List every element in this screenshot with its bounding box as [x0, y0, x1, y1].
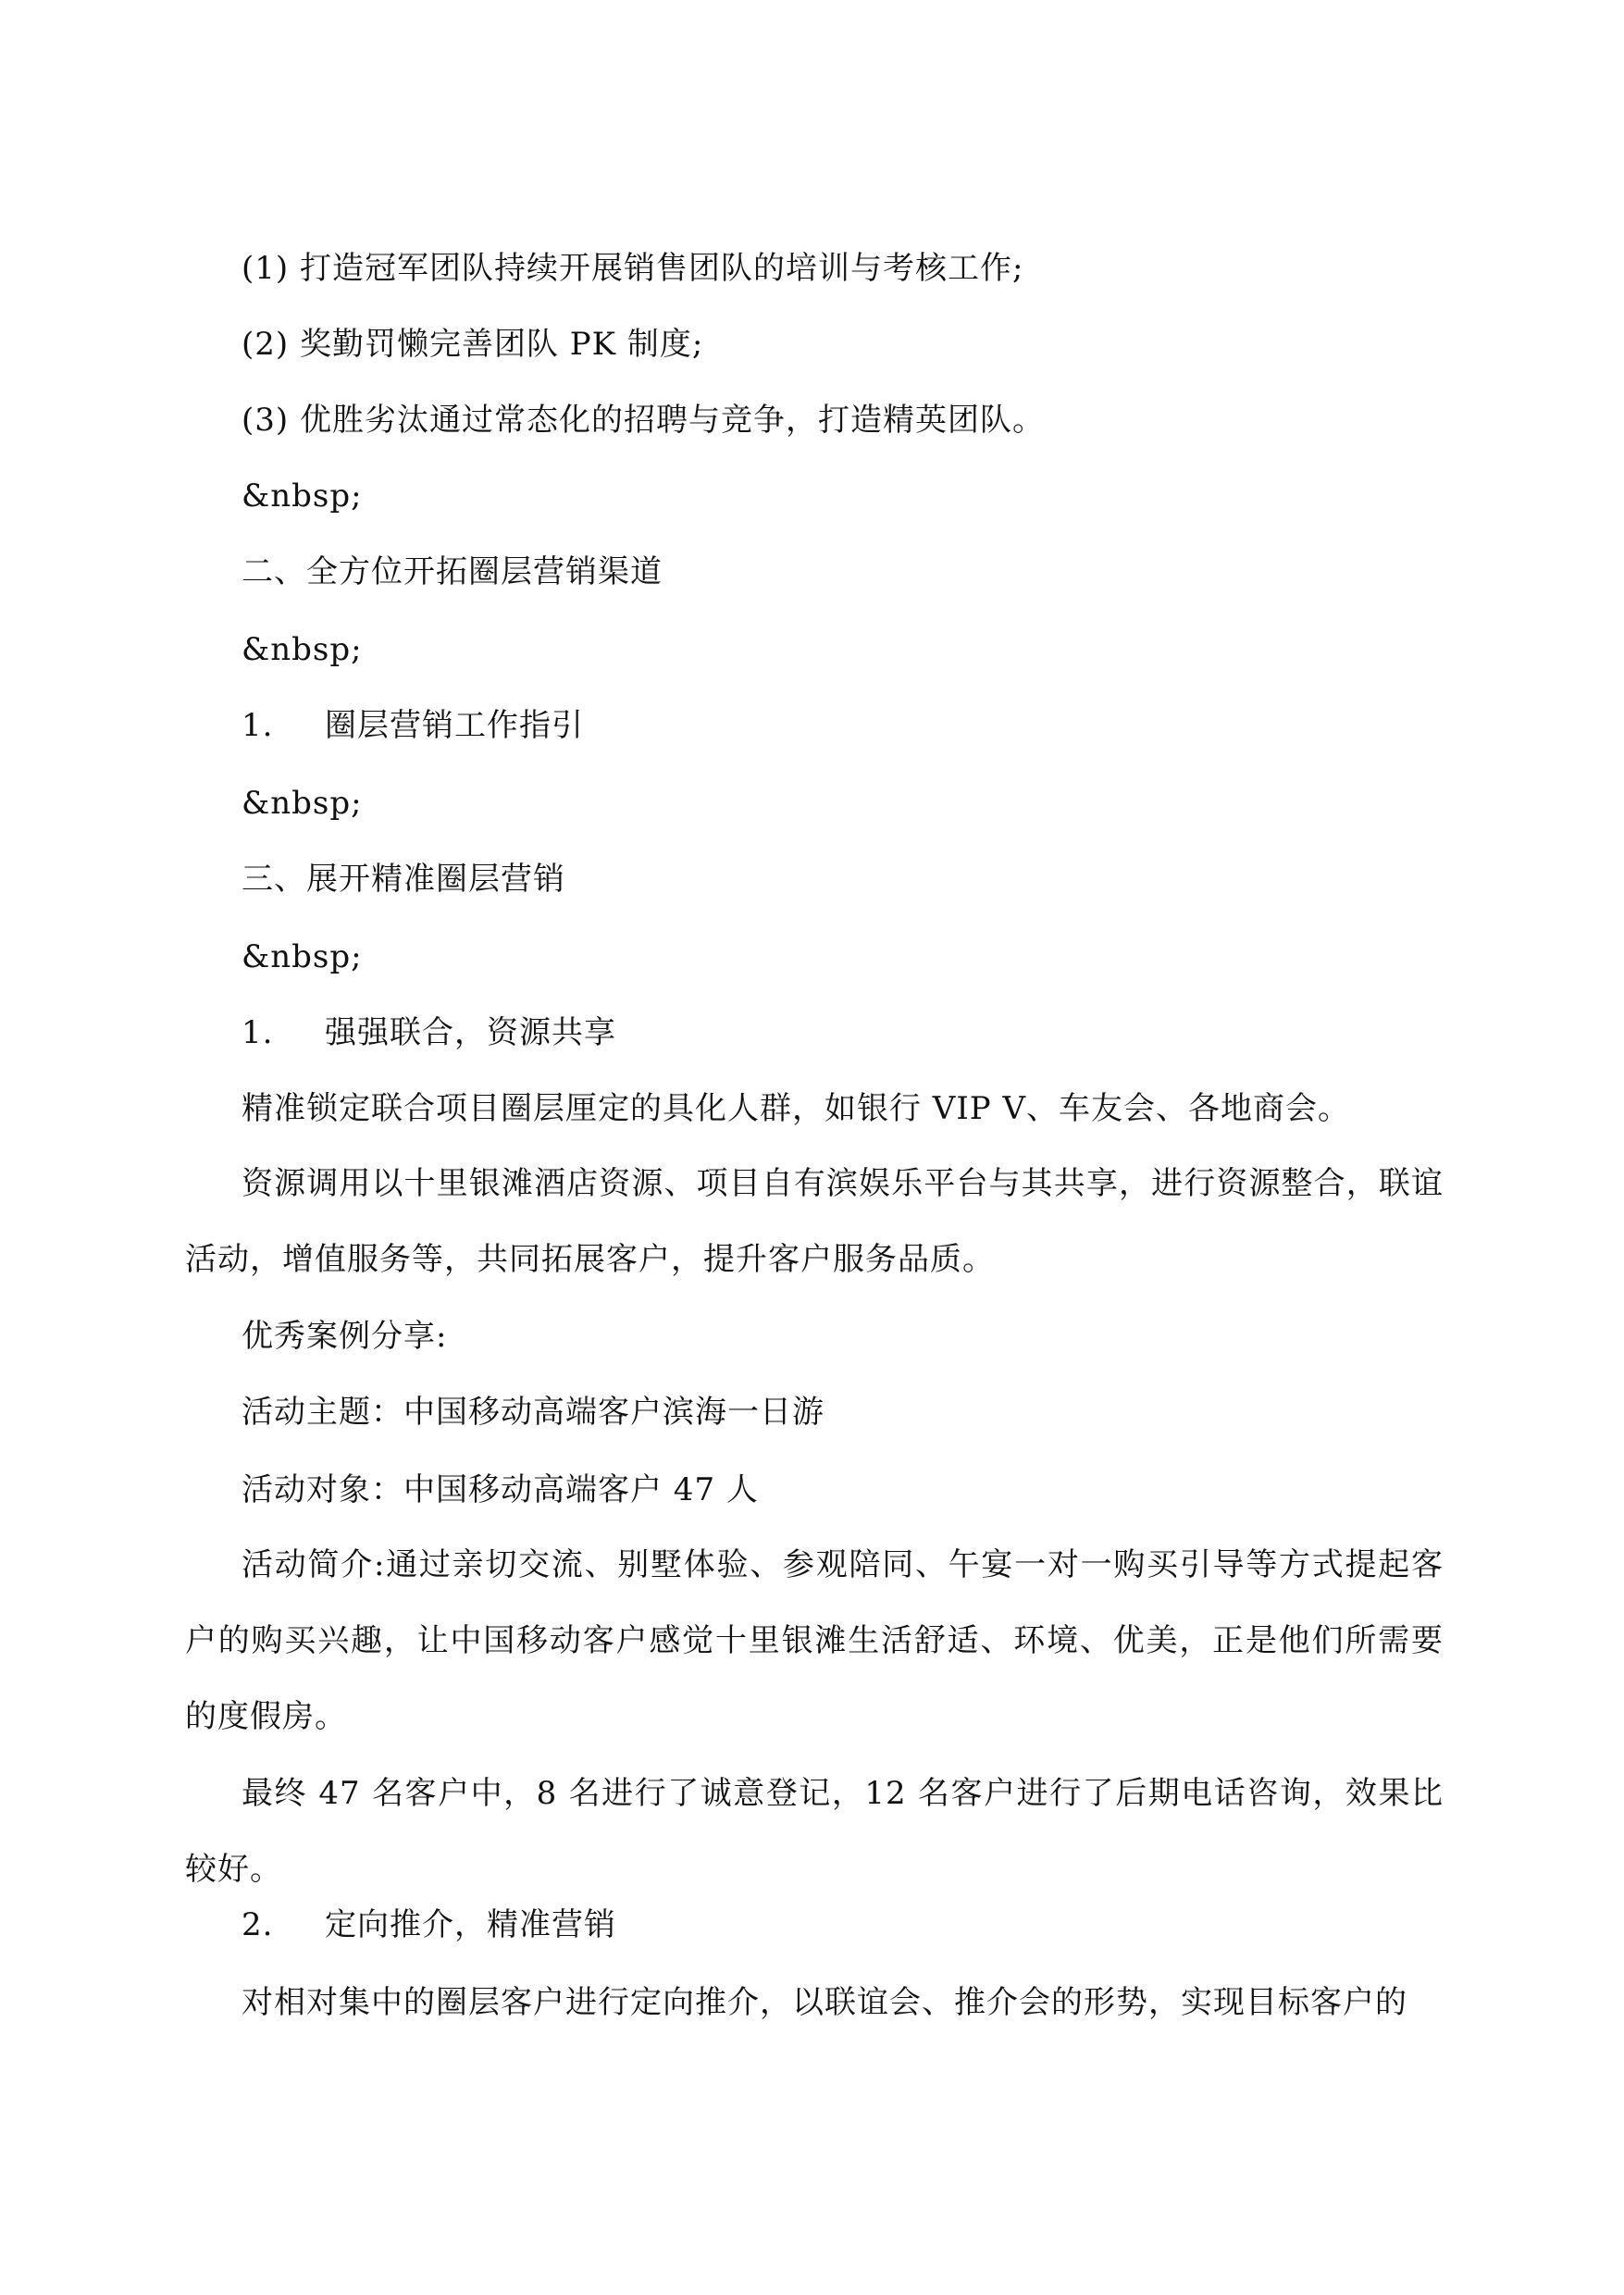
- section-heading-3: 三、展开精准圈层营销: [242, 861, 565, 898]
- subsection-title: 圈层营销工作指引: [325, 707, 584, 744]
- subsection-title: 强强联合，资源共享: [325, 1014, 616, 1051]
- subsection-title: 定向推介，精准营销: [325, 1906, 616, 1943]
- list-item-2: (2) 奖勤罚懒完善团队 PK 制度;: [242, 326, 704, 363]
- blank-placeholder: &nbsp;: [242, 631, 363, 668]
- subsection-number: 2.: [242, 1906, 274, 1943]
- blank-placeholder: &nbsp;: [242, 478, 363, 515]
- paragraph: 优秀案例分享:: [242, 1318, 448, 1355]
- list-item-1: (1) 打造冠军团队持续开展销售团队的培训与考核工作;: [242, 250, 1024, 287]
- blank-placeholder: &nbsp;: [242, 938, 363, 975]
- subsection-number: 1.: [242, 1014, 274, 1051]
- paragraph: 最终 47 名客户中，8 名进行了诚意登记，12 名客户进行了后期电话咨询，效果比较好。: [185, 1775, 1444, 1888]
- subsection-heading: [242, 1904, 616, 1945]
- paragraph: 资源调用以十里银滩酒店资源、项目自有滨娱乐平台与其共享，进行资源整合，联谊活动，增值服务等，共同拓展客户，提升客户服务品质。: [185, 1165, 1444, 1278]
- subsection-heading: [242, 1012, 616, 1053]
- section-heading-2: 二、全方位开拓圈层营销渠道: [242, 553, 663, 590]
- subsection-heading: [242, 705, 584, 746]
- paragraph: 对相对集中的圈层客户进行定向推介，以联谊会、推介会的形势，实现目标客户的: [242, 1984, 1407, 2021]
- blank-placeholder: &nbsp;: [242, 785, 363, 822]
- paragraph: 精准锁定联合项目圈层厘定的具化人群，如银行 VIP V、车友会、各地商会。: [242, 1090, 1351, 1127]
- subsection-number: 1.: [242, 707, 274, 744]
- paragraph: 活动简介:通过亲切交流、别墅体验、参观陪同、午宴一对一购买引导等方式提起客户的购买兴趣，让中国移动客户感觉十里银滩生活舒适、环境、优美，正是他们所需要的度假房。: [185, 1546, 1444, 1735]
- paragraph: 活动对象：中国移动高端客户 47 人: [242, 1471, 759, 1508]
- paragraph: 活动主题：中国移动高端客户滨海一日游: [242, 1394, 824, 1431]
- list-item-3: (3) 优胜劣汰通过常态化的招聘与竞争，打造精英团队。: [242, 402, 1045, 439]
